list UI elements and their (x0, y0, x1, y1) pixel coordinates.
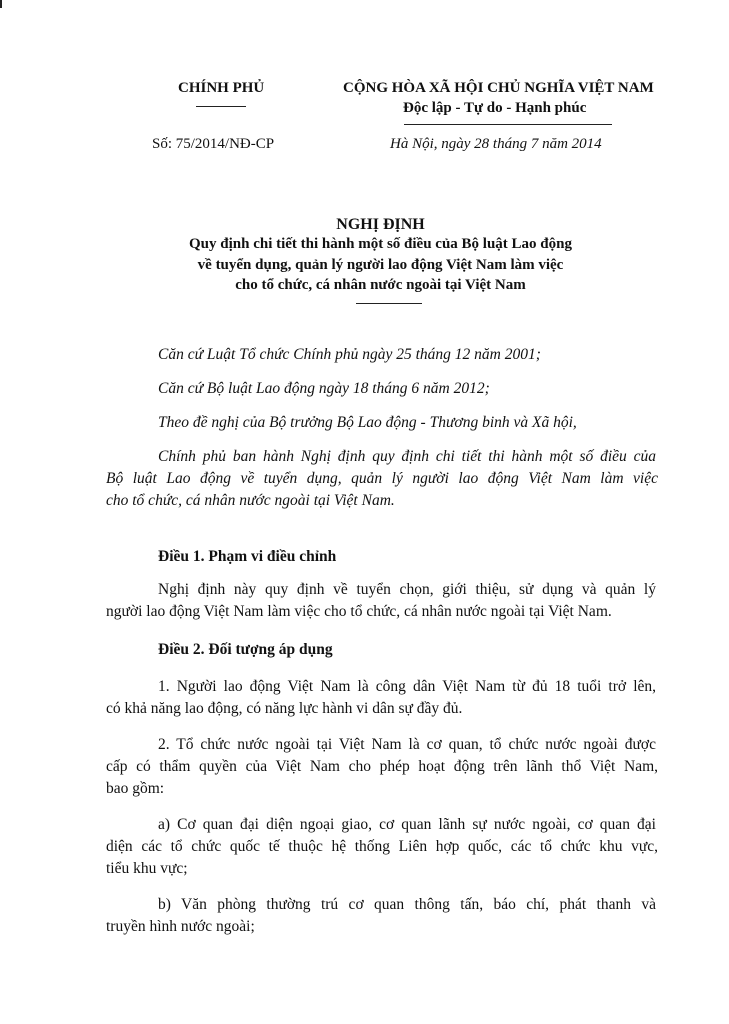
point-a-line-2: diện các tổ chức quốc tế thuộc hệ thống Liên hợp quốc, các tổ chức khu vực, (106, 838, 658, 855)
enactment-line-1: Chính phủ ban hành Nghị định quy định chi tiết thi hành một số điều của (158, 448, 656, 465)
motto-underline (404, 124, 612, 125)
clause-1-line-1: 1. Người lao động Việt Nam là công dân Việt Nam từ đủ 18 tuổi trở lên, (158, 678, 656, 695)
clause-2-line-1: 2. Tổ chức nước ngoài tại Việt Nam là cơ quan, tổ chức nước ngoài được (158, 736, 656, 753)
national-motto: Độc lập - Tự do - Hạnh phúc (403, 100, 587, 116)
point-b-line-1: b) Văn phòng thường trú cơ quan thông tấn, báo chí, phát thanh và (158, 896, 656, 913)
title-underline (356, 303, 422, 304)
document-type: NGHỊ ĐỊNH (336, 216, 425, 233)
basis-line-2: Căn cứ Bộ luật Lao động ngày 18 tháng 6 năm 2012; (158, 380, 490, 397)
document-number: Số: 75/2014/NĐ-CP (152, 136, 275, 152)
article-2-heading: Điều 2. Đối tượng áp dụng (158, 641, 333, 658)
subtitle-line-3: cho tổ chức, cá nhân nước ngoài tại Việt Nam (235, 277, 526, 293)
issuer-name: CHÍNH PHỦ (178, 80, 265, 96)
basis-line-1: Căn cứ Luật Tổ chức Chính phủ ngày 25 tháng 12 năm 2001; (158, 346, 541, 363)
clause-2-line-3: bao gồm: (106, 780, 165, 797)
point-b-line-2: truyền hình nước ngoài; (106, 918, 255, 935)
point-a-line-3: tiểu khu vực; (106, 860, 188, 877)
subtitle-line-1: Quy định chi tiết thi hành một số điều của Bộ luật Lao động (188, 236, 572, 252)
clause-2-line-2: cấp có thẩm quyền của Việt Nam cho phép hoạt động trên lãnh thổ Việt Nam, (106, 758, 658, 775)
place-and-date: Hà Nội, ngày 28 tháng 7 năm 2014 (390, 136, 602, 152)
subtitle-line-2: về tuyển dụng, quản lý người lao động Việt Nam làm việc (197, 257, 564, 273)
scan-mark (0, 0, 2, 8)
article-1-line-2: người lao động Việt Nam làm việc cho tổ chức, cá nhân nước ngoài tại Việt Nam. (106, 603, 612, 620)
basis-line-3: Theo đề nghị của Bộ trưởng Bộ Lao động - Thương binh và Xã hội, (158, 414, 577, 431)
issuer-underline (196, 106, 246, 107)
article-1-line-1: Nghị định này quy định về tuyển chọn, giới thiệu, sử dụng và quản lý (158, 581, 656, 598)
enactment-line-3: cho tổ chức, cá nhân nước ngoài tại Việt Nam. (106, 492, 395, 509)
enactment-line-2: Bộ luật Lao động về tuyển dụng, quản lý người lao động Việt Nam làm việc (106, 470, 658, 487)
point-a-line-1: a) Cơ quan đại diện ngoại giao, cơ quan lãnh sự nước ngoài, cơ quan đại (158, 816, 656, 833)
article-1-heading: Điều 1. Phạm vi điều chỉnh (158, 548, 337, 565)
country-name: CỘNG HÒA XÃ HỘI CHỦ NGHĨA VIỆT NAM (343, 80, 654, 96)
clause-1-line-2: có khả năng lao động, có năng lực hành vi dân sự đầy đủ. (106, 700, 463, 717)
